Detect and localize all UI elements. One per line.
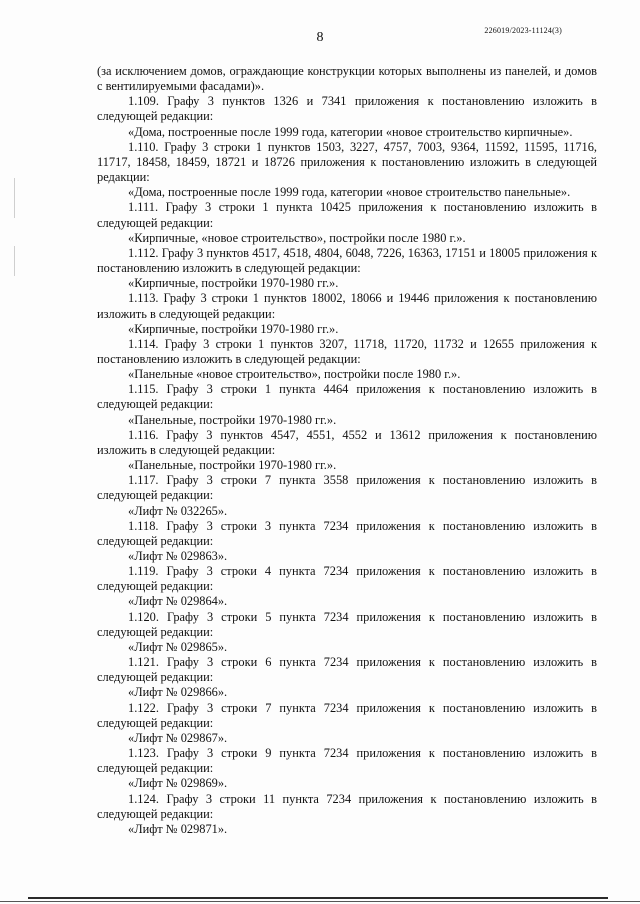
document-body	[97, 64, 597, 837]
paragraph: 1.124. Графу 3 строки 11 пункта 7234 приложения к постановлению изложить в следующей редакции:	[97, 791, 597, 821]
scan-edge-mark	[14, 178, 15, 218]
paragraph: «Лифт № 029871».	[128, 821, 228, 836]
paragraph: «Кирпичные, постройки 1970-1980 гг.».	[128, 276, 339, 291]
paragraph: 1.111. Графу 3 строки 1 пункта 10425 приложения к постановлению изложить в следующей редакции:	[97, 200, 597, 230]
paragraph: 1.119. Графу 3 строки 4 пункта 7234 приложения к постановлению изложить в следующей редакции:	[97, 564, 597, 594]
paragraph: «Дома, построенные после 1999 года, категории «новое строительство кирпичные».	[128, 124, 573, 139]
paragraph: 1.122. Графу 3 строки 7 пункта 7234 приложения к постановлению изложить в следующей редакции:	[97, 700, 597, 730]
paragraph: 1.110. Графу 3 строки 1 пунктов 1503, 3227, 4757, 7003, 9364, 11592, 11595, 11716, 11717, 18458, 18459, 18721 и 18726 приложения к постановлению изложить в следующей редакции:	[97, 139, 597, 185]
paragraph: 1.115. Графу 3 строки 1 пункта 4464 приложения к постановлению изложить в следующей редакции:	[97, 382, 597, 412]
paragraph: «Лифт № 029869».	[128, 776, 228, 791]
paragraph: 1.116. Графу 3 пунктов 4547, 4551, 4552 и 13612 приложения к постановлению изложить в следующей редакции:	[97, 427, 597, 457]
paragraph: «Кирпичные, «новое строительство», постройки после 1980 г.».	[128, 230, 466, 245]
paragraph: «Лифт № 029865».	[128, 639, 228, 654]
paragraph: 1.112. Графу 3 пунктов 4517, 4518, 4804, 6048, 7226, 16363, 17151 и 18005 приложения к постановлению изложить в следующей редакции:	[97, 245, 597, 276]
paragraph: 1.118. Графу 3 строки 3 пункта 7234 приложения к постановлению изложить в следующей редакции:	[97, 518, 597, 548]
paragraph: 1.114. Графу 3 строки 1 пунктов 3207, 11718, 11720, 11732 и 12655 приложения к постановлению изложить в следующей редакции:	[97, 336, 597, 366]
scan-bottom-edge-thin	[0, 901, 640, 902]
paragraph: «Панельные «новое строительство», постройки после 1980 г.».	[128, 367, 461, 382]
paragraph: «Лифт № 029866».	[128, 685, 228, 700]
paragraph: «Лифт № 032265».	[128, 503, 228, 518]
paragraph: 1.109. Графу 3 пунктов 1326 и 7341 приложения к постановлению изложить в следующей редакции:	[97, 94, 597, 124]
paragraph: «Лифт № 029867».	[128, 730, 228, 745]
paragraph: (за исключением домов, ограждающие конструкции которых выполнены из панелей, и домов с вентилируемыми фасадами)».	[97, 64, 597, 94]
paragraph: 1.120. Графу 3 строки 5 пункта 7234 приложения к постановлению изложить в следующей редакции:	[97, 609, 597, 639]
paragraph: 1.123. Графу 3 строки 9 пункта 7234 приложения к постановлению изложить в следующей редакции:	[97, 746, 597, 776]
scan-bottom-edge	[28, 897, 608, 899]
paragraph: «Панельные, постройки 1970-1980 гг.».	[128, 412, 337, 427]
paragraph: «Лифт № 029864».	[128, 594, 228, 609]
paragraph: 1.113. Графу 3 строки 1 пунктов 18002, 18066 и 19446 приложения к постановлению изложить в следующей редакции:	[97, 291, 597, 321]
paragraph: «Кирпичные, постройки 1970-1980 гг.».	[128, 321, 339, 336]
scan-edge-mark	[14, 246, 15, 276]
document-id: 226019/2023-11124(3)	[484, 26, 562, 35]
paragraph: 1.117. Графу 3 строки 7 пункта 3558 приложения к постановлению изложить в следующей редакции:	[97, 473, 597, 503]
paragraph: «Дома, построенные после 1999 года, категории «новое строительство панельные».	[128, 185, 571, 200]
paragraph: «Лифт № 029863».	[128, 549, 228, 563]
page-number: 8	[316, 30, 324, 45]
paragraph: «Панельные, постройки 1970-1980 гг.».	[128, 458, 337, 473]
paragraph: 1.121. Графу 3 строки 6 пункта 7234 приложения к постановлению изложить в следующей редакции:	[97, 655, 597, 685]
